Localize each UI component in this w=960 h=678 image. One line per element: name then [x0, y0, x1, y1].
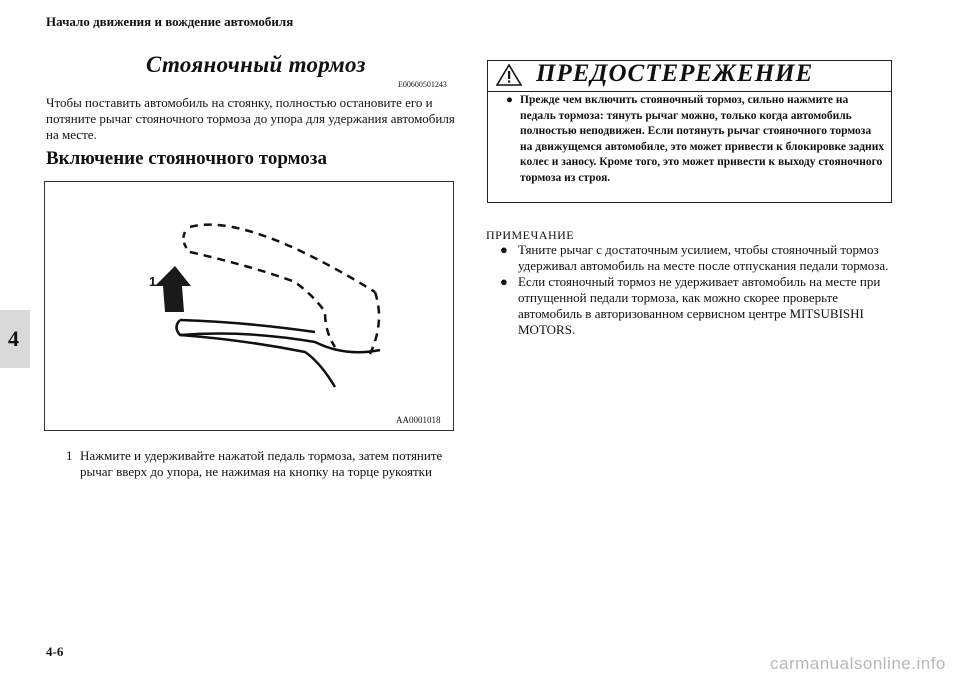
page-number: 4-6 [46, 644, 64, 659]
warning-triangle-icon [496, 64, 522, 86]
section-title: Стояночный тормоз [146, 52, 366, 77]
step-number: 1 [66, 448, 73, 463]
note-text: Если стояночный тормоз не удерживает автомобиль на месте при отпущенной педали тормоза, как можно скорее проверьте автомобиль в авторизованном сервисном центре MITSUBISHI MOTORS. [518, 274, 881, 337]
subheading: Включение стояночного тормоза [46, 148, 327, 169]
warning-title: ПРЕДОСТЕРЕЖЕНИЕ [536, 60, 814, 87]
bullet-icon: ● [500, 242, 508, 257]
figure-code: AA0001018 [396, 415, 441, 425]
parking-brake-figure [44, 181, 454, 431]
bullet-icon: ● [506, 94, 513, 106]
note-list [500, 242, 900, 338]
watermark: carmanualsonline.info [770, 654, 946, 673]
lever-illustration [45, 182, 453, 430]
note-item [500, 274, 900, 338]
figure-callout: 1 [149, 274, 157, 289]
note-item [500, 242, 900, 274]
bullet-icon: ● [500, 274, 508, 289]
step-text: Нажмите и удерживайте нажатой педаль тормоза, затем потяните рычаг вверх до упора, не нажимая на кнопку на торце рукоятки [80, 448, 443, 479]
running-header: Начало движения и вождение автомобиля [46, 14, 294, 29]
section-code: E00600501243 [398, 80, 447, 89]
warning-text: Прежде чем включить стояночный тормоз, сильно нажмите на педаль тормоза: тянуть рычаг можно, только когда автомобиль полностью неподвижен. Если потянуть рычаг стояночного тормоза на движущемся автомобиле, это может привести к блокировке задних колес и заносу. Кроме того, это может привести к выходу стояночного тормоза из строя. [520, 94, 885, 184]
chapter-number: 4 [8, 326, 19, 351]
note-title: ПРИМЕЧАНИЕ [486, 228, 575, 242]
intro-paragraph: Чтобы поставить автомобиль на стоянку, полностью остановите его и потяните рычаг стояночного тормоза до упора для удержания автомобиля на месте. [46, 95, 455, 142]
note-text: Тяните рычаг с достаточным усилием, чтобы стояночный тормоз удерживал автомобиль на месте после отпускания педали тормоза. [518, 242, 889, 273]
